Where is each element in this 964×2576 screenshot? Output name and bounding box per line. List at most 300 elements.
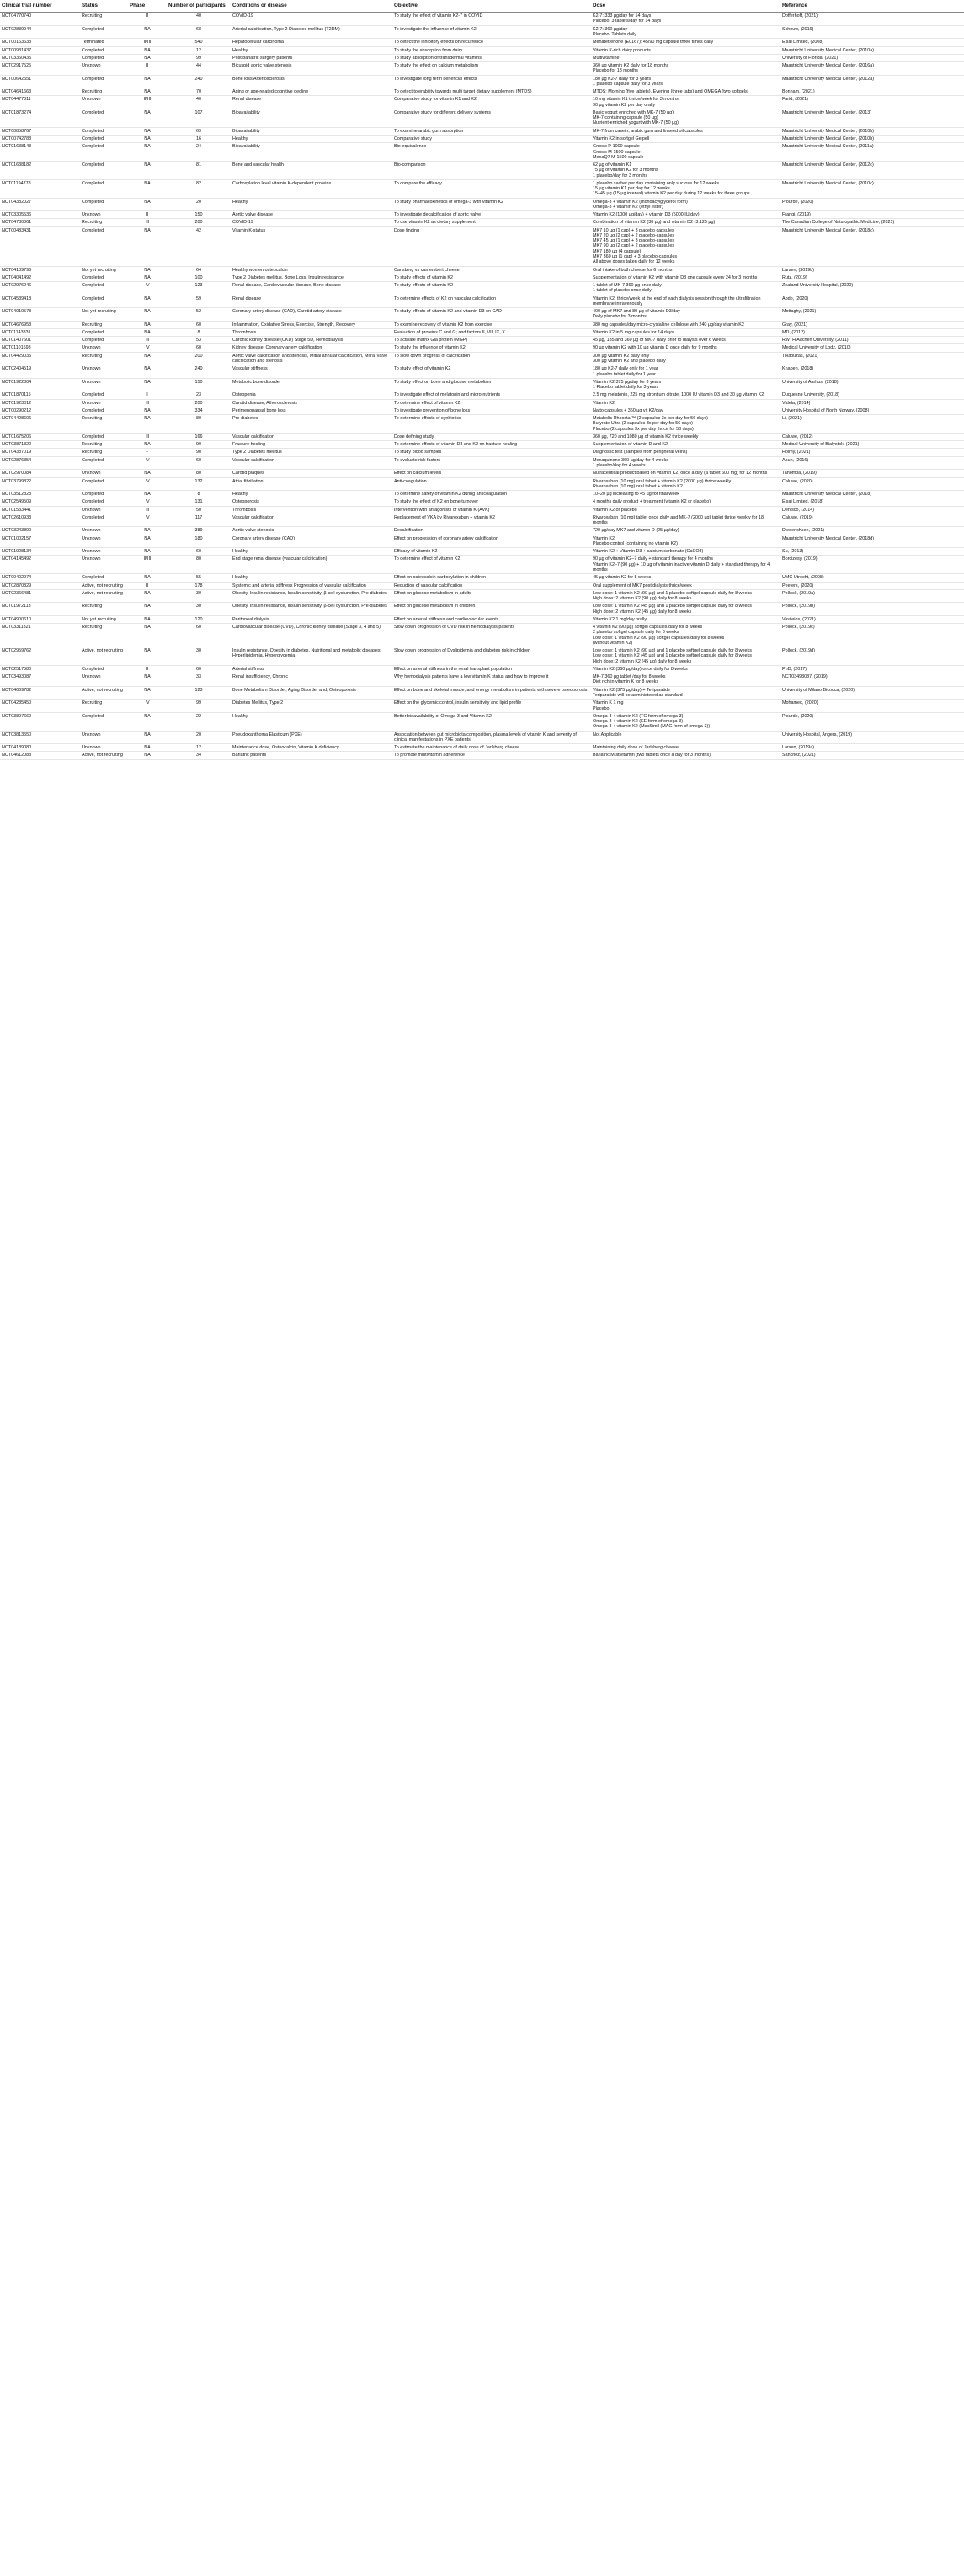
trial-number-cell: NCT01870115 <box>0 391 80 399</box>
dose-cell: MK-7 from casein, arabic gum and linseed oil capsules <box>591 127 780 135</box>
conditions-cell: Vascular calcification <box>231 514 392 527</box>
conditions-cell: Bariatric patients <box>231 752 392 759</box>
dose-cell: Menatetrenone (E0167): 45/90 mg capsule three times daily <box>591 39 780 46</box>
participants-cell: 82 <box>167 179 231 198</box>
dose-cell: Diagnostic test (samples from peripheral veins) <box>591 449 780 456</box>
reference-cell: Diederichsen, (2021) <box>780 527 964 535</box>
phase-cell: NA <box>128 25 167 39</box>
participants-cell: 12 <box>167 744 231 752</box>
reference-cell: Pollock, (2019d) <box>780 647 964 666</box>
objective-cell: To promote multivitamin adherence <box>392 752 591 759</box>
dose-cell: Vitamin K2 + Vitamin D3 + calcium carbonate (CaCO3) <box>591 548 780 556</box>
trial-number-cell: NCT03243890 <box>0 527 80 535</box>
table-row <box>0 456 964 470</box>
reference-cell: Eisai Limited, (2018) <box>780 498 964 506</box>
trial-number-cell: NCT02366481 <box>0 589 80 603</box>
participants-cell: 52 <box>167 308 231 322</box>
objective-cell: Anti-coagulation <box>392 477 591 491</box>
participants-cell: 166 <box>167 433 231 440</box>
table-row <box>0 441 964 449</box>
conditions-cell: Atrial fibrillation <box>231 477 392 491</box>
table-row <box>0 274 964 281</box>
phase-cell: I <box>128 391 167 399</box>
reference-cell: Aoun, (2016) <box>780 456 964 470</box>
status-cell: Recruiting <box>80 441 128 449</box>
trial-number-cell: NCT00642551 <box>0 75 80 88</box>
conditions-cell: Renal insufficiency, Chronic <box>231 673 392 687</box>
status-cell: Terminated <box>80 39 128 46</box>
conditions-cell: COVID-19 <box>231 219 392 226</box>
objective-cell: Better bioavailability of Omega-3 and Vitamin K2 <box>392 712 591 731</box>
participants-cell: 80 <box>167 556 231 574</box>
trial-number-cell: NCT04387019 <box>0 449 80 456</box>
status-cell: Recruiting <box>80 13 128 26</box>
header-phase: Phase <box>128 0 167 13</box>
dose-cell: MTDS: Morning (five tablets), Evening (three tabs) and OMEGA (two softgels) <box>591 88 780 96</box>
phase-cell: NA <box>128 162 167 180</box>
reference-cell: University Hospital of North Norway, (2008) <box>780 407 964 414</box>
objective-cell: To activate matrix Gla protein (MGP) <box>392 337 591 344</box>
reference-cell: MD, (2012) <box>780 328 964 336</box>
reference-cell: Vasileios, (2021) <box>780 615 964 623</box>
status-cell: Completed <box>80 491 128 498</box>
table-row <box>0 96 964 109</box>
reference-cell: Bonham, (2021) <box>780 88 964 96</box>
objective-cell: To determine effects of vitamin D3 and K2 on fracture healing <box>392 441 591 449</box>
conditions-cell: Vitamin K-status <box>231 226 392 266</box>
status-cell: Completed <box>80 391 128 399</box>
conditions-cell: COVID-19 <box>231 13 392 26</box>
trial-number-cell: NCT01101698 <box>0 344 80 352</box>
reference-cell: Medical University of Lodz, (2010) <box>780 344 964 352</box>
table-row <box>0 731 964 744</box>
reference-cell: Tahomba, (2019) <box>780 470 964 477</box>
table-row <box>0 162 964 180</box>
reference-cell: University of Florida, (2021) <box>780 54 964 61</box>
table-row <box>0 378 964 391</box>
table-row <box>0 574 964 582</box>
participants-cell: 200 <box>167 399 231 407</box>
status-cell: Completed <box>80 179 128 198</box>
dose-cell: Vitamin K2 <box>591 399 780 407</box>
phase-cell: NA <box>128 647 167 666</box>
phase-cell: NA <box>128 491 167 498</box>
status-cell: Recruiting <box>80 449 128 456</box>
dose-cell: Multivitamine <box>591 54 780 61</box>
trial-number-cell: NCT03813550 <box>0 731 80 744</box>
participants-cell: 60 <box>167 456 231 470</box>
conditions-cell: Cardiovascular disease (CVD), Chronic kidney disease (Stage 3, 4 and 5) <box>231 624 392 647</box>
objective-cell: Effect on bone and skeletal muscle, and energy metabolism in patients with severe osteoporosis <box>392 686 591 700</box>
status-cell: Unknown <box>80 527 128 535</box>
table-header-row <box>0 0 964 13</box>
table-row <box>0 556 964 574</box>
objective-cell: To study pharmacokinetics of omega-3 with vitamin K2 <box>392 198 591 211</box>
trial-number-cell: NCT00483431 <box>0 226 80 266</box>
participants-cell: 240 <box>167 75 231 88</box>
dose-cell: 45 µg vitamin K2 for 8 weeks <box>591 574 780 582</box>
participants-cell: 90 <box>167 441 231 449</box>
participants-cell: 8 <box>167 328 231 336</box>
participants-cell: 81 <box>167 162 231 180</box>
table-row <box>0 582 964 589</box>
conditions-cell: Coronary artery disease (CAD), Carotid artery disease <box>231 308 392 322</box>
table-row <box>0 179 964 198</box>
participants-cell: 107 <box>167 109 231 127</box>
participants-cell: 123 <box>167 282 231 295</box>
table-row <box>0 54 964 61</box>
phase-cell: NA <box>128 615 167 623</box>
participants-cell: 70 <box>167 88 231 96</box>
status-cell: Active, not recruiting <box>80 647 128 666</box>
phase-cell: NA <box>128 143 167 162</box>
phase-cell: II <box>128 13 167 26</box>
conditions-cell: Maintenance dose, Osteocalcin, Vitamin K deficiency <box>231 744 392 752</box>
phase-cell: NA <box>128 274 167 281</box>
dose-cell: Natto capsules + 360 µg vit K2/day <box>591 407 780 414</box>
phase-cell: NA <box>128 744 167 752</box>
objective-cell: To study the effect of vitamin K2-7 in COVID <box>392 13 591 26</box>
reference-cell: University of Milano Bicocca, (2020) <box>780 686 964 700</box>
phase-cell: NA <box>128 548 167 556</box>
conditions-cell: Diabetes Mellitus, Type 2 <box>231 700 392 713</box>
trial-number-cell: NCT02976246 <box>0 282 80 295</box>
trial-number-cell: NCT04477811 <box>0 96 80 109</box>
participants-cell: 334 <box>167 407 231 414</box>
objective-cell: To determine effects of synbiotics <box>392 415 591 434</box>
table-row <box>0 615 964 623</box>
table-row <box>0 226 964 266</box>
phase-cell: NA <box>128 589 167 603</box>
objective-cell: Replacement of VKA by Rivaroxaban + vitamin K2 <box>392 514 591 527</box>
reference-cell: NCT03493087, (2019) <box>780 673 964 687</box>
trial-number-cell: NCT04382027 <box>0 198 80 211</box>
table-row <box>0 211 964 219</box>
status-cell: Completed <box>80 498 128 506</box>
participants-cell: 50 <box>167 506 231 514</box>
table-row <box>0 25 964 39</box>
objective-cell: To examine recovery of vitamin K2 from exercise <box>392 321 591 328</box>
trial-number-cell: NCT01407601 <box>0 337 80 344</box>
trial-number-cell: NCT01533441 <box>0 506 80 514</box>
table-row <box>0 752 964 759</box>
status-cell: Completed <box>80 226 128 266</box>
phase-cell: NA <box>128 328 167 336</box>
conditions-cell: Arterial stiffness <box>231 665 392 673</box>
phase-cell: III <box>128 219 167 226</box>
conditions-cell: Bone Metabolism Disorder, Aging Disorder and, Osteoporosis <box>231 686 392 700</box>
objective-cell: Effect on progression of coronary artery calcification <box>392 535 591 548</box>
table-row <box>0 548 964 556</box>
dose-cell: Nutraceutical product based on vitamin K2, once a day (a tablet 600 mg) for 12 months <box>591 470 780 477</box>
reference-cell: PhD, (2017) <box>780 665 964 673</box>
dose-cell: Vitamin K2: thrice/week at the end of each dialysis session through the ultrafiltration membrane intravenously <box>591 295 780 308</box>
objective-cell: To study the effect of K2 on bone turnover <box>392 498 591 506</box>
conditions-cell: Pre-diabetes <box>231 415 392 434</box>
participants-cell: 24 <box>167 143 231 162</box>
status-cell: Completed <box>80 328 128 336</box>
dose-cell: Vitamin K 1 mg Placebo <box>591 700 780 713</box>
dose-cell: Combination of vitamin K2 (30 µg) and vitamin D2 (3.125 µg) <box>591 219 780 226</box>
trial-number-cell: NCT04900610 <box>0 615 80 623</box>
objective-cell: To detect the inhibitory effects on recurrence <box>392 39 591 46</box>
participants-cell: 132 <box>167 477 231 491</box>
table-row <box>0 491 964 498</box>
conditions-cell: Aortic valve stenosis <box>231 527 392 535</box>
trial-number-cell: NCT02404519 <box>0 365 80 379</box>
status-cell: Unknown <box>80 96 128 109</box>
reference-cell: Pollock, (2019c) <box>780 624 964 647</box>
phase-cell: II <box>128 665 167 673</box>
status-cell: Completed <box>80 514 128 527</box>
status-cell: Completed <box>80 135 128 142</box>
trial-number-cell: NCT00290212 <box>0 407 80 414</box>
participants-cell: 178 <box>167 582 231 589</box>
conditions-cell: Renal disease <box>231 295 392 308</box>
phase-cell: NA <box>128 673 167 687</box>
table-row <box>0 477 964 491</box>
table-row <box>0 143 964 162</box>
conditions-cell: Bicuspid aortic valve stenosis <box>231 62 392 76</box>
participants-cell: 40 <box>167 96 231 109</box>
table-row <box>0 328 964 336</box>
table-row <box>0 365 964 379</box>
objective-cell: Effect on glucose metabolism in children <box>392 603 591 616</box>
table-row <box>0 75 964 88</box>
phase-cell: III <box>128 337 167 344</box>
table-row <box>0 282 964 295</box>
conditions-cell: Thrombosis <box>231 506 392 514</box>
participants-cell: 34 <box>167 752 231 759</box>
trial-number-cell: NCT01675206 <box>0 433 80 440</box>
conditions-cell: Inflammation, Oxidative Stress, Exercise, Strength, Recovery <box>231 321 392 328</box>
dose-cell: Metabolic Rhoostal™ (2 capsules 3x per day for 56 days) Butyrate-Ultra (2 capsules 3x per day for 56 days) Placebo (2 capsules 3x per day thrice for 56 days) <box>591 415 780 434</box>
status-cell: Not yet recruiting <box>80 615 128 623</box>
participants-cell: 123 <box>167 686 231 700</box>
phase-cell: II <box>128 62 167 76</box>
trial-number-cell: NCT03871322 <box>0 441 80 449</box>
objective-cell: Dose finding <box>392 226 591 266</box>
dose-cell: Vitamin K2 in softgel Gelpell <box>591 135 780 142</box>
header-objective: Objective <box>392 0 591 13</box>
conditions-cell: Osteopenia <box>231 391 392 399</box>
dose-cell: 4 months daily product + treatment (vitamin K2 or placebo) <box>591 498 780 506</box>
phase-cell: NA <box>128 226 167 266</box>
reference-cell: Frangi, (2019) <box>780 211 964 219</box>
status-cell: Recruiting <box>80 321 128 328</box>
phase-cell: NA <box>128 109 167 127</box>
participants-cell: 540 <box>167 39 231 46</box>
reference-cell: Toutouzas, (2021) <box>780 352 964 365</box>
conditions-cell: Osteoporosis <box>231 498 392 506</box>
objective-cell: Dose defining study <box>392 433 591 440</box>
conditions-cell: Bioavailability <box>231 143 392 162</box>
dose-cell: Omega-3 + vitamin K2 (TG form of omega-3) Omega-3 + vitamin K2 (EE form of omega-3) Omega-3 + vitamin K2 (MaxSimil (MAG form of omega-3)) <box>591 712 780 731</box>
objective-cell: To evaluate risk factors <box>392 456 591 470</box>
status-cell: Unknown <box>80 673 128 687</box>
status-cell: Completed <box>80 46 128 54</box>
status-cell: Unknown <box>80 556 128 574</box>
phase-cell: III <box>128 506 167 514</box>
status-cell: Recruiting <box>80 700 128 713</box>
conditions-cell: Thrombosis <box>231 328 392 336</box>
table-row <box>0 498 964 506</box>
conditions-cell: Pseudoxanthoma Elasticum (PXE) <box>231 731 392 744</box>
dose-cell: 720 µg/day MK7 and vitamin D (25 µg/day) <box>591 527 780 535</box>
conditions-cell: Carotid disease, Atherosclerosis <box>231 399 392 407</box>
dose-cell: Vitamin K2 (1000 µg/day) + vitamin D3 (5000 IU/day) <box>591 211 780 219</box>
reference-cell: Maastricht University Medical Center, (2010c) <box>780 179 964 198</box>
participants-cell: 150 <box>167 211 231 219</box>
phase-cell: NA <box>128 603 167 616</box>
conditions-cell: Renal disease, Cardiovascular disease, Bone disease <box>231 282 392 295</box>
dose-cell: Vitamin K-rich dairy products <box>591 46 780 54</box>
conditions-cell: Healthy women osteocalcin <box>231 266 392 274</box>
dose-cell: Vitamin K2 (375 µg/day) + Teriparatide Teriparatide will be administered as standard <box>591 686 780 700</box>
participants-cell: 90 <box>167 449 231 456</box>
phase-cell: NA <box>128 321 167 328</box>
reference-cell: Li, (2021) <box>780 415 964 434</box>
objective-cell: To investigate long term beneficial effects <box>392 75 591 88</box>
objective-cell: To use vitamin K2 as dietary supplement <box>392 219 591 226</box>
trial-number-cell: NCT01928134 <box>0 548 80 556</box>
table-row <box>0 219 964 226</box>
trial-number-cell: NCT01923012 <box>0 399 80 407</box>
table-row <box>0 470 964 477</box>
participants-cell: 68 <box>167 25 231 39</box>
trial-number-cell: NCT04041492 <box>0 274 80 281</box>
trial-number-cell: NCT04676958 <box>0 321 80 328</box>
status-cell: Active, not recruiting <box>80 589 128 603</box>
dose-cell: Gnosis P-1000 capsule Gnosis M-1500 capsule MenaQ7 M-1500 capsule <box>591 143 780 162</box>
table-row <box>0 514 964 527</box>
participants-cell: 20 <box>167 731 231 744</box>
header-reference: Reference <box>780 0 964 13</box>
status-cell: Completed <box>80 127 128 135</box>
phase-cell: II <box>128 582 167 589</box>
participants-cell: 100 <box>167 274 231 281</box>
trial-number-cell: NCT04145492 <box>0 556 80 574</box>
objective-cell: Why hemodialysis patients have a low vitamin K status and how to improve it <box>392 673 591 687</box>
status-cell: Completed <box>80 477 128 491</box>
reference-cell: Schouw, (2019) <box>780 25 964 39</box>
phase-cell: NA <box>128 179 167 198</box>
phase-cell: II/III <box>128 556 167 574</box>
phase-cell: II <box>128 211 167 219</box>
header-trial-number: Clinical trial number <box>0 0 80 13</box>
trial-number-cell: NCT02917525 <box>0 62 80 76</box>
reference-cell: Eisai Limited, (2008) <box>780 39 964 46</box>
reference-cell: Maastricht University Medical Center, (2010a) <box>780 46 964 54</box>
conditions-cell: Bone and vascular health <box>231 162 392 180</box>
objective-cell: To study absorption of transdermal vitamins <box>392 54 591 61</box>
status-cell: Unknown <box>80 548 128 556</box>
table-row <box>0 266 964 274</box>
dose-cell: Low dose: 1 vitamin K2 (90 µg) and 1 placebo softgel capsule daily for 8 weeks High dose: 2 vitamin K2 (90 µg) daily for 8 weeks <box>591 589 780 603</box>
conditions-cell: Vascular calcification <box>231 433 392 440</box>
dose-cell: Vitamin K2 or placebo <box>591 506 780 514</box>
objective-cell: To examine arabic gum absorption <box>392 127 591 135</box>
conditions-cell: Carboxylation level vitamin K-dependent proteins <box>231 179 392 198</box>
status-cell: Completed <box>80 407 128 414</box>
dose-cell: K2-7: 333 µg/day for 14 days Placebo: 3 tablets/day for 14 days <box>591 13 780 26</box>
dose-cell: 10–20 µg increasing to 45 µg for final week <box>591 491 780 498</box>
reference-cell: Holmy, (2021) <box>780 449 964 456</box>
conditions-cell: Aortic valve disease <box>231 211 392 219</box>
conditions-cell: Chronic kidney disease (CKD) Stage 5D, Hemodialysis <box>231 337 392 344</box>
dose-cell: Supplementation of vitamin D and K2 <box>591 441 780 449</box>
table-row <box>0 712 964 731</box>
phase-cell: IV <box>128 700 167 713</box>
participants-cell: 200 <box>167 219 231 226</box>
participants-cell: 53 <box>167 337 231 344</box>
dose-cell: Maintaining daily dose of Jarlsberg cheese <box>591 744 780 752</box>
status-cell: Active, not recruiting <box>80 686 128 700</box>
status-cell: Completed <box>80 574 128 582</box>
participants-cell: 60 <box>167 321 231 328</box>
reference-cell: Maastricht University Medical Center, (2018) <box>780 491 964 498</box>
participants-cell: 60 <box>167 665 231 673</box>
trial-number-cell: NCT01194778 <box>0 179 80 198</box>
status-cell: Completed <box>80 456 128 470</box>
objective-cell: To study effect on bone and glucose metabolism <box>392 378 591 391</box>
dose-cell: 4 vitamin K2 (90 µg) softgel capsules daily for 8 weeks 2 placebo softgel capsule daily for 8 weeks Low dose: 1 vitamin K2 (90 µg) softgel capsules daily for 8 weeks (without vitamin K2) <box>591 624 780 647</box>
conditions-cell: Type 2 Diabetes mellitus, Bone Loss, Insulin resistance <box>231 274 392 281</box>
status-cell: Completed <box>80 75 128 88</box>
participants-cell: 30 <box>167 647 231 666</box>
status-cell: Unknown <box>80 535 128 548</box>
dose-cell: 360 µg, 720 and 1080 µg of vitamin K2 thrice weekly <box>591 433 780 440</box>
status-cell: Completed <box>80 282 128 295</box>
phase-cell: II/III <box>128 96 167 109</box>
conditions-cell: Kidney disease, Coronary artery calcification <box>231 344 392 352</box>
trial-number-cell: NCT00931437 <box>0 46 80 54</box>
reference-cell: Maastricht University Medical Center, (2018c) <box>780 226 964 266</box>
trial-number-cell: NCT03360435 <box>0 54 80 61</box>
trial-number-cell: NCT03311321 <box>0 624 80 647</box>
conditions-cell: Renal disease <box>231 96 392 109</box>
reference-cell: University of Aarhus, (2018) <box>780 378 964 391</box>
status-cell: Completed <box>80 143 128 162</box>
phase-cell: II/III <box>128 39 167 46</box>
reference-cell: Plourde, (2020) <box>780 198 964 211</box>
status-cell: Unknown <box>80 62 128 76</box>
participants-cell: 60 <box>167 344 231 352</box>
table-row <box>0 700 964 713</box>
objective-cell: To determine effect of vitamin K2 <box>392 556 591 574</box>
table-row <box>0 88 964 96</box>
participants-cell: 240 <box>167 365 231 379</box>
trial-number-cell: NCT02959762 <box>0 647 80 666</box>
reference-cell: Sanchez, (2021) <box>780 752 964 759</box>
objective-cell: Decalcification <box>392 527 591 535</box>
status-cell: Completed <box>80 274 128 281</box>
participants-cell: 150 <box>167 378 231 391</box>
dose-cell: Not Applicable <box>591 731 780 744</box>
header-dose: Dose <box>591 0 780 13</box>
dose-cell: 1 placebo sachet per day containing only sucrose for 12 weeks 15 µg vitamin K1 per day for 12 weeks 15–45 µg (15 µg interval) vitamin K2 per day during 12 weeks for three groups <box>591 179 780 198</box>
phase-cell: NA <box>128 686 167 700</box>
participants-cell: 30 <box>167 603 231 616</box>
trial-number-cell: NCT01873274 <box>0 109 80 127</box>
objective-cell: Carlsberg vs camembert cheese <box>392 266 591 274</box>
trial-number-cell: NCT03512828 <box>0 491 80 498</box>
trial-number-cell: NCT04429035 <box>0 352 80 365</box>
trial-number-cell: NCT04189080 <box>0 744 80 752</box>
participants-cell: 22 <box>167 712 231 731</box>
status-cell: Recruiting <box>80 352 128 365</box>
table-row <box>0 344 964 352</box>
